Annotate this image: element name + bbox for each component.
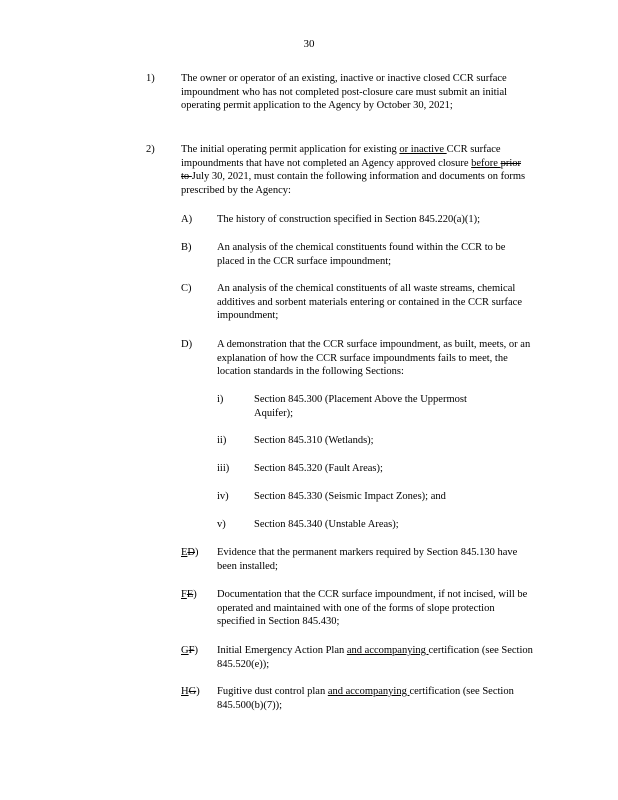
item-Diii-label: iii)	[217, 463, 230, 474]
item-D-text: A demonstration that the CCR surface impoundment, as built, meets, or an explanation of how the CCR surface impoundments fails to meet, the location standards in the following Sections:	[217, 339, 531, 377]
item-H-label	[181, 685, 200, 699]
item-2-text-part2: CCR surface impoundments that have not completed an Agency approved closure	[181, 144, 501, 169]
item-B-label: B)	[181, 242, 192, 253]
item-F-label	[181, 588, 197, 602]
item-H-paren: )	[196, 686, 200, 697]
item-E-new-letter: E	[181, 547, 188, 558]
item-H-text-part2: certification (see Section 845.500(b)(7));	[217, 686, 514, 711]
item-E-text: Evidence that the permanent markers required by Section 845.130 have been installed;	[217, 547, 518, 572]
item-2-deletion-1: prior to	[181, 157, 522, 182]
item-Diii-text: Section 845.320 (Fault Areas);	[254, 463, 383, 474]
item-Dv-text: Section 845.340 (Unstable Areas);	[254, 519, 399, 530]
item-F-paren: )	[193, 589, 197, 600]
item-2-text-part1: The initial operating permit application for existing	[181, 144, 400, 155]
item-Dii-label: ii)	[217, 435, 227, 446]
item-E-old-letter: D	[187, 547, 196, 558]
item-E-label	[181, 546, 199, 560]
item-G-text-part1: Initial Emergency Action Plan	[217, 645, 347, 656]
item-B-text: An analysis of the chemical constituents found within the CCR to be placed in the CCR surface impoundment;	[217, 242, 506, 267]
item-H-new-letter: H	[181, 686, 189, 697]
item-G-old-letter: F	[188, 645, 195, 656]
item-G-text	[217, 644, 539, 671]
page-number: 30	[303, 38, 315, 50]
item-D-label: D)	[181, 339, 193, 350]
item-G-insertion: and accompanying	[346, 645, 429, 656]
item-H-text-part1: Fugitive dust control plan	[217, 686, 328, 697]
item-Di-text: Section 845.300 (Placement Above the Uppermost Aquifer);	[254, 394, 467, 419]
item-1-label: 1)	[146, 73, 155, 84]
item-E-paren: )	[195, 547, 199, 558]
item-1-text: The owner or operator of an existing, inactive or inactive closed CCR surface impoundment who has not completed post-closure care must submit an initial operating permit application to the Agency by October 30, 2021;	[181, 73, 508, 111]
item-2-insertion-2: before	[471, 157, 501, 169]
item-A-text: The history of construction specified in Section 845.220(a)(1);	[217, 214, 481, 225]
item-A-label: A)	[181, 214, 193, 225]
item-Div-label: iv)	[217, 491, 229, 502]
item-F-text: Documentation that the CCR surface impoundment, if not incised, will be operated and maintained with one of the forms of slope protection specified in Section 845.430;	[217, 589, 528, 627]
item-2-insertion-1: or inactive	[399, 144, 447, 155]
item-G-label	[181, 644, 198, 658]
item-2-label: 2)	[146, 144, 155, 155]
item-G-text-part2: certification (see Section 845.520(e));	[217, 645, 533, 670]
item-H-text	[217, 685, 517, 712]
item-H-insertion: and accompanying	[327, 686, 410, 697]
item-Dv-label: v)	[217, 519, 226, 530]
item-F-new-letter: F	[181, 589, 187, 600]
item-G-paren: )	[194, 645, 198, 656]
item-2-text-part3: July 30, 2021, must contain the following information and documents on forms prescribed by the Agency:	[181, 171, 526, 196]
item-C-text: An analysis of the chemical constituents of all waste streams, chemical additives and sorbent materials entering or contained in the CCR surface impoundment;	[217, 283, 522, 321]
item-Dii-text: Section 845.310 (Wetlands);	[254, 435, 374, 446]
item-G-new-letter: G	[181, 645, 189, 656]
item-F-old-letter: E	[186, 589, 194, 600]
item-2-text	[181, 143, 526, 197]
item-C-label: C)	[181, 283, 192, 294]
item-H-old-letter: G	[188, 686, 197, 697]
item-Div-text: Section 845.330 (Seismic Impact Zones); and	[254, 491, 446, 502]
item-Di-label: i)	[217, 394, 224, 405]
